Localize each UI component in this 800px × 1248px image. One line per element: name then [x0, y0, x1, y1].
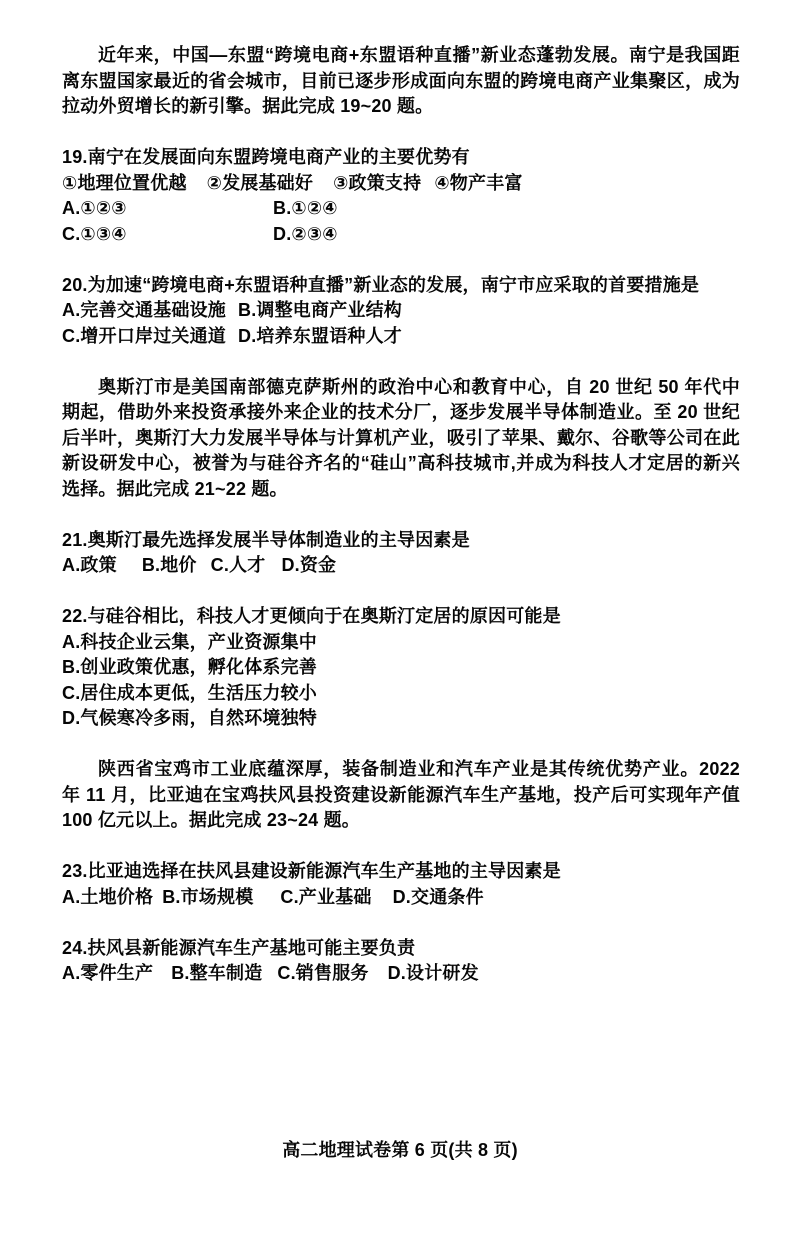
question-19-item-2: ②发展基础好	[206, 172, 314, 193]
question-22-stem: 22.与硅谷相比，科技人才更倾向于在奥斯汀定居的原因可能是	[62, 606, 561, 626]
question-23-option-b: B.市场规模	[162, 886, 254, 907]
passage-asean-ecommerce: 近年来，中国—东盟“跨境电商+东盟语种直播”新业态蓬勃发展。南宁是我国距离东盟国家最近的省会城市，目前已逐步形成面向东盟的跨境电商产业集聚区，成为拉动外贸增长的新引擎。据此完成 19~20 题。	[62, 45, 740, 116]
question-24-option-c: C.销售服务	[277, 963, 369, 983]
question-21-options-row	[62, 553, 740, 579]
question-21-option-b: B.地价	[141, 555, 197, 575]
question-22-option-c: C.居住成本更低，生活压力较小	[62, 682, 317, 703]
question-19-option-c: C.①③④	[62, 223, 127, 244]
question-24-options-row	[62, 961, 740, 987]
question-23-option-a: A.土地价格	[62, 886, 154, 907]
question-22-option-a: A.科技企业云集，产业资源集中	[62, 631, 317, 652]
question-24-option-d: D.设计研发	[387, 963, 479, 983]
question-23-option-d: D.交通条件	[392, 886, 484, 907]
question-21-option-c: C.人才	[210, 555, 266, 575]
question-20-option-b: B.调整电商产业结构	[238, 300, 402, 320]
question-19-option-b: B.①②④	[273, 198, 338, 218]
question-19	[62, 145, 740, 247]
question-23-stem: 23.比亚迪选择在扶风县建设新能源汽车生产基地的主导因素是	[62, 861, 561, 881]
question-19-item-3: ③政策支持	[333, 172, 422, 193]
question-22-option-b: B.创业政策优惠，孵化体系完善	[62, 657, 317, 677]
question-24-option-a: A.零件生产	[62, 963, 154, 983]
question-20-stem: 20.为加速“跨境电商+东盟语种直播”新业态的发展，南宁市应采取的首要措施是	[62, 274, 700, 295]
question-24-option-b: B.整车制造	[171, 963, 263, 983]
question-19-item-4: ④物产丰富	[434, 172, 523, 193]
question-19-option-d: D.②③④	[273, 223, 338, 244]
question-20-option-c: C.增开口岸过关通道	[62, 325, 226, 346]
page-footer: 高二地理试卷第 6 页(共 8 页)	[282, 1140, 518, 1160]
passage-austin: 奥斯汀市是美国南部德克萨斯州的政治中心和教育中心，自 20 世纪 50 年代中期起，借助外来投资承接外来企业的技术分厂，逐步发展半导体制造业。至 20 世纪后半叶，奥斯汀大力发展半导体与计算机产业，吸引了苹果、戴尔、谷歌等公司在此新设研发中心，被誉为与硅谷齐名的“硅山”高科技城市,并成为科技人才定居的新兴选择。据此完成 21~22 题。	[62, 376, 740, 499]
question-23	[62, 859, 740, 910]
question-23-option-c: C.产业基础	[280, 886, 372, 907]
passage-baoji-byd: 陕西省宝鸡市工业底蕴深厚，装备制造业和汽车产业是其传统优势产业。2022 年 11 月，比亚迪在宝鸡扶风县投资建设新能源汽车生产基地，投产后可实现年产值 100 亿元以上。据此完成 23~24 题。	[62, 759, 740, 830]
question-19-stem: 19.南宁在发展面向东盟跨境电商产业的主要优势有	[62, 147, 470, 167]
question-22-option-d: D.气候寒冷多雨，自然环境独特	[62, 708, 317, 728]
question-24	[62, 936, 740, 987]
question-21-stem: 21.奥斯汀最先选择发展半导体制造业的主导因素是	[62, 529, 470, 550]
question-19-option-a: A.①②③	[62, 198, 127, 218]
question-21-option-d: D.资金	[281, 555, 337, 575]
question-19-item-1: ①地理位置优越	[62, 172, 187, 193]
question-21	[62, 528, 740, 579]
question-20	[62, 273, 740, 350]
question-19-options-row-1	[62, 196, 740, 222]
question-24-stem: 24.扶风县新能源汽车生产基地可能主要负责	[62, 937, 416, 958]
question-20-option-d: D.培养东盟语种人才	[238, 325, 402, 346]
question-22	[62, 604, 740, 732]
question-23-options-row	[62, 885, 740, 911]
question-19-options-row-2	[62, 222, 740, 248]
question-20-options-row-2	[62, 324, 740, 350]
question-20-options-row-1	[62, 298, 740, 324]
question-21-option-a: A.政策	[62, 555, 117, 575]
question-20-option-a: A.完善交通基础设施	[62, 300, 226, 320]
question-19-numbered-items	[62, 171, 740, 197]
